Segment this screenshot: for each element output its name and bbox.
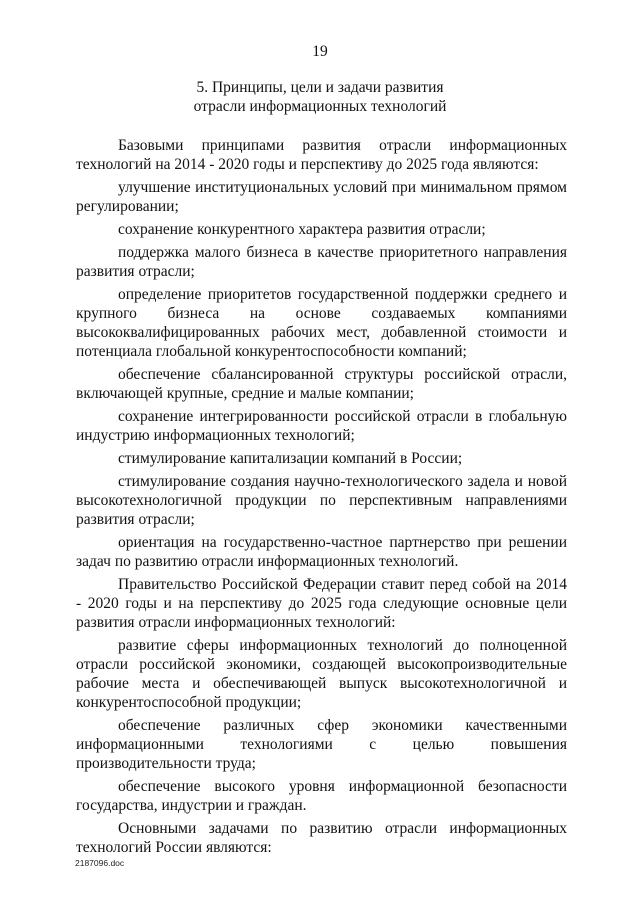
body-paragraph: сохранение интегрированности российской отрасли в глобальную индустрию информационных технологий; <box>76 408 567 444</box>
document-body <box>76 136 567 861</box>
body-paragraph: сохранение конкурентного характера развития отрасли; <box>118 221 486 238</box>
body-paragraph: ориентация на государственно-частное партнерство при решении задач по развитию отрасли информационных технологий. <box>76 534 567 570</box>
body-paragraph: развитие сферы информационных технологий до полноценной отрасли российской экономики, создающей высокопроизводительные рабочие места и обеспечивающей выпуск высокотехнологичной и конкурентоспособной продукции; <box>76 637 567 711</box>
body-paragraph: Основными задачами по развитию отрасли информационных технологий России являются: <box>76 820 567 856</box>
section-heading-line-1: 5. Принципы, цели и задачи развития <box>196 79 444 96</box>
body-paragraph: стимулирование создания научно-технологического задела и новой высокотехнологичной продукции по перспективным направлениями развития отрасли; <box>76 473 567 528</box>
body-paragraph: определение приоритетов государственной поддержки среднего и крупного бизнеса на основе создаваемых компаниями высококвалифицированных рабочих мест, добавленной стоимости и потенциала глобальной конкурентоспособности компаний; <box>76 286 567 360</box>
body-paragraph: обеспечение сбалансированной структуры российской отрасли, включающей крупные, средние и малые компании; <box>76 366 567 402</box>
body-paragraph: поддержка малого бизнеса в качестве приоритетного направления развития отрасли; <box>76 244 567 280</box>
body-paragraph: улучшение институциональных условий при минимальном прямом регулировании; <box>76 179 567 215</box>
section-heading <box>0 78 640 116</box>
body-paragraph: обеспечение различных сфер экономики качественными информационными технологиями с целью повышения производительности труда; <box>76 717 567 772</box>
footer-filename: 2187096.doc <box>75 858 125 868</box>
body-paragraph: Базовыми принципами развития отрасли информационных технологий на 2014 - 2020 годы и перспективу до 2025 года являются: <box>76 137 567 173</box>
body-paragraph: обеспечение высокого уровня информационной безопасности государства, индустрии и граждан. <box>76 778 567 814</box>
section-heading-line-2: отрасли информационных технологий <box>193 98 447 115</box>
body-paragraph: стимулирование капитализации компаний в России; <box>118 450 463 467</box>
body-paragraph: Правительство Российской Федерации ставит перед собой на 2014 - 2020 годы и на перспективу до 2025 года следующие основные цели развития отрасли информационных технологий: <box>76 576 567 631</box>
page-number: 19 <box>312 43 328 60</box>
